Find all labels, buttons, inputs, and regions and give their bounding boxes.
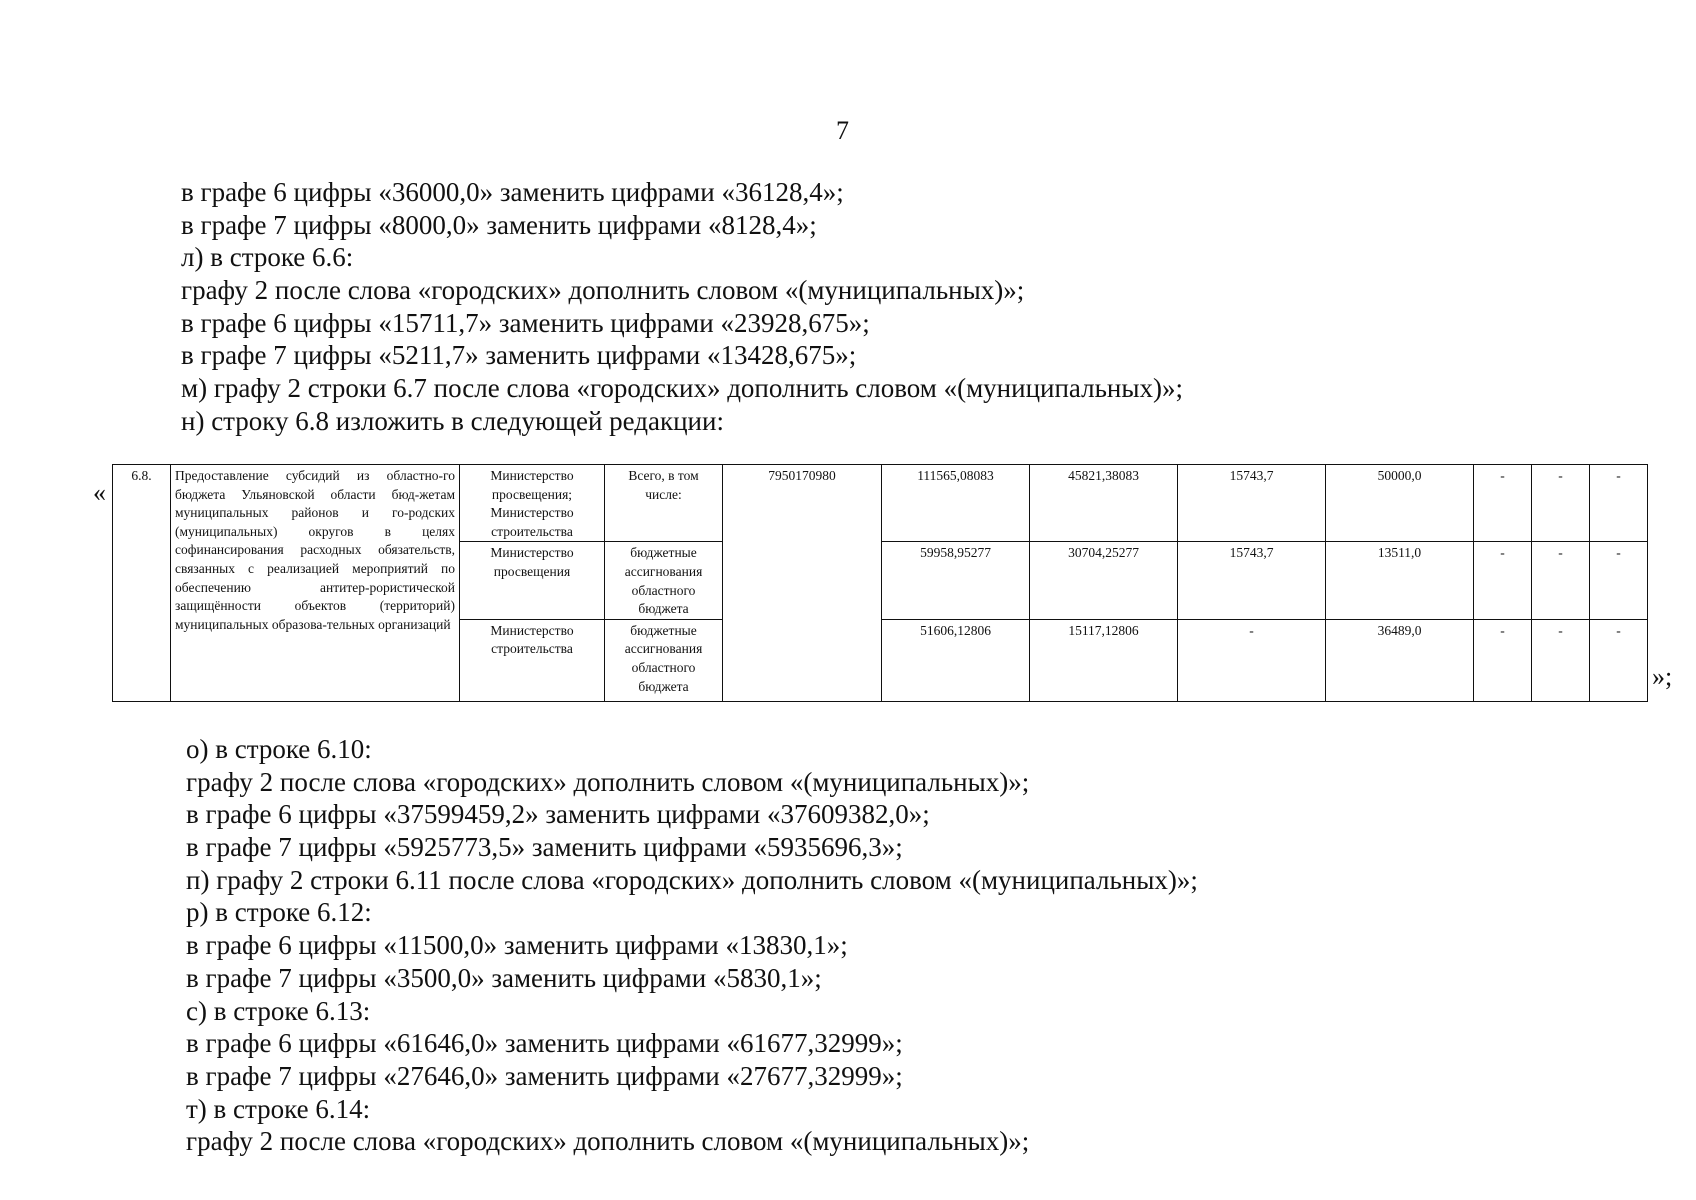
executor-cell: Министерство строительства <box>460 619 605 701</box>
text-line: п) графу 2 строки 6.11 после слова «городских» дополнить словом «(муниципальных)»; <box>186 864 1198 895</box>
opening-quote: « <box>93 478 106 507</box>
value-cell: - <box>1532 619 1590 701</box>
text-line: в графе 7 цифры «5211,7» заменить цифрами «13428,675»; <box>181 340 857 371</box>
value-cell: 51606,12806 <box>882 619 1030 701</box>
text-line: в графе 6 цифры «11500,0» заменить цифрами «13830,1»; <box>186 930 848 961</box>
text-line: о) в строке 6.10: <box>186 734 372 764</box>
source-cell: Всего, в том числе: <box>605 465 723 542</box>
value-cell: - <box>1590 542 1648 619</box>
value-cell: 15743,7 <box>1178 542 1326 619</box>
value-cell: 15117,12806 <box>1030 619 1178 701</box>
value-cell: 111565,08083 <box>882 465 1030 542</box>
text-line: т) в строке 6.14: <box>186 1093 371 1124</box>
text-line: н) строку 6.8 изложить в следующей редакции: <box>181 405 724 436</box>
value-cell: - <box>1474 619 1532 701</box>
text-line: р) в строке 6.12: <box>186 897 372 928</box>
row-number-cell: 6.8. <box>113 465 171 702</box>
value-cell: 15743,7 <box>1178 465 1326 542</box>
source-cell: бюджетные ассигнования областного бюджета <box>605 542 723 619</box>
value-cell: 50000,0 <box>1326 465 1474 542</box>
amendment-list-top <box>181 176 1183 438</box>
text-line: в графе 7 цифры «3500,0» заменить цифрами «5830,1»; <box>186 962 822 993</box>
text-line: в графе 6 цифры «37599459,2» заменить цифрами «37609382,0»; <box>186 799 930 830</box>
text-line: графу 2 после слова «городских» дополнить словом «(муниципальных)»; <box>186 766 1030 797</box>
code-cell: 7950170980 <box>723 465 882 702</box>
row-6-8-table <box>112 464 1648 702</box>
value-cell: 13511,0 <box>1326 542 1474 619</box>
text-line: графу 2 после слова «городских» дополнить словом «(муниципальных)»; <box>181 275 1025 306</box>
text-line: в графе 6 цифры «15711,7» заменить цифрами «23928,675»; <box>181 307 870 338</box>
text-line: в графе 6 цифры «36000,0» заменить цифрами «36128,4»; <box>181 177 844 207</box>
value-cell: 36489,0 <box>1326 619 1474 701</box>
value-cell: - <box>1474 465 1532 542</box>
source-cell: бюджетные ассигнования областного бюджета <box>605 619 723 701</box>
text-line: л) в строке 6.6: <box>181 242 354 273</box>
value-cell: - <box>1532 542 1590 619</box>
value-cell: 30704,25277 <box>1030 542 1178 619</box>
amendment-list-bottom <box>186 733 1198 1158</box>
text-line: в графе 7 цифры «27646,0» заменить цифрами «27677,32999»; <box>186 1060 903 1091</box>
value-cell: 45821,38083 <box>1030 465 1178 542</box>
value-cell: 59958,95277 <box>882 542 1030 619</box>
value-cell: - <box>1590 465 1648 542</box>
value-cell: - <box>1590 619 1648 701</box>
value-cell: - <box>1532 465 1590 542</box>
page-number: 7 <box>836 116 849 145</box>
closing-quote: »; <box>1652 662 1673 691</box>
text-line: м) графу 2 строки 6.7 после слова «городских» дополнить словом «(муниципальных)»; <box>181 373 1184 404</box>
text-line: в графе 7 цифры «8000,0» заменить цифрами «8128,4»; <box>181 209 817 240</box>
executor-cell: Министерство просвещения; Министерство строительства <box>460 465 605 542</box>
text-line: с) в строке 6.13: <box>186 995 371 1026</box>
text-line: графу 2 после слова «городских» дополнить словом «(муниципальных)»; <box>186 1126 1030 1157</box>
value-cell: - <box>1474 542 1532 619</box>
table-row <box>113 465 1648 542</box>
description-cell: Предоставление субсидий из областно-го бюджета Ульяновской области бюд-жетам муниципальных районов и го-родских (муниципальных) округов в целях софинансирования расходных обязательств, связанных с реализацией мероприятий по обеспечению антитер-рористической защищённости объектов (территорий) муниципальных образова-тельных организаций <box>171 465 460 702</box>
text-line: в графе 7 цифры «5925773,5» заменить цифрами «5935696,3»; <box>186 832 903 863</box>
value-cell: - <box>1178 619 1326 701</box>
executor-cell: Министерство просвещения <box>460 542 605 619</box>
text-line: в графе 6 цифры «61646,0» заменить цифрами «61677,32999»; <box>186 1028 903 1059</box>
